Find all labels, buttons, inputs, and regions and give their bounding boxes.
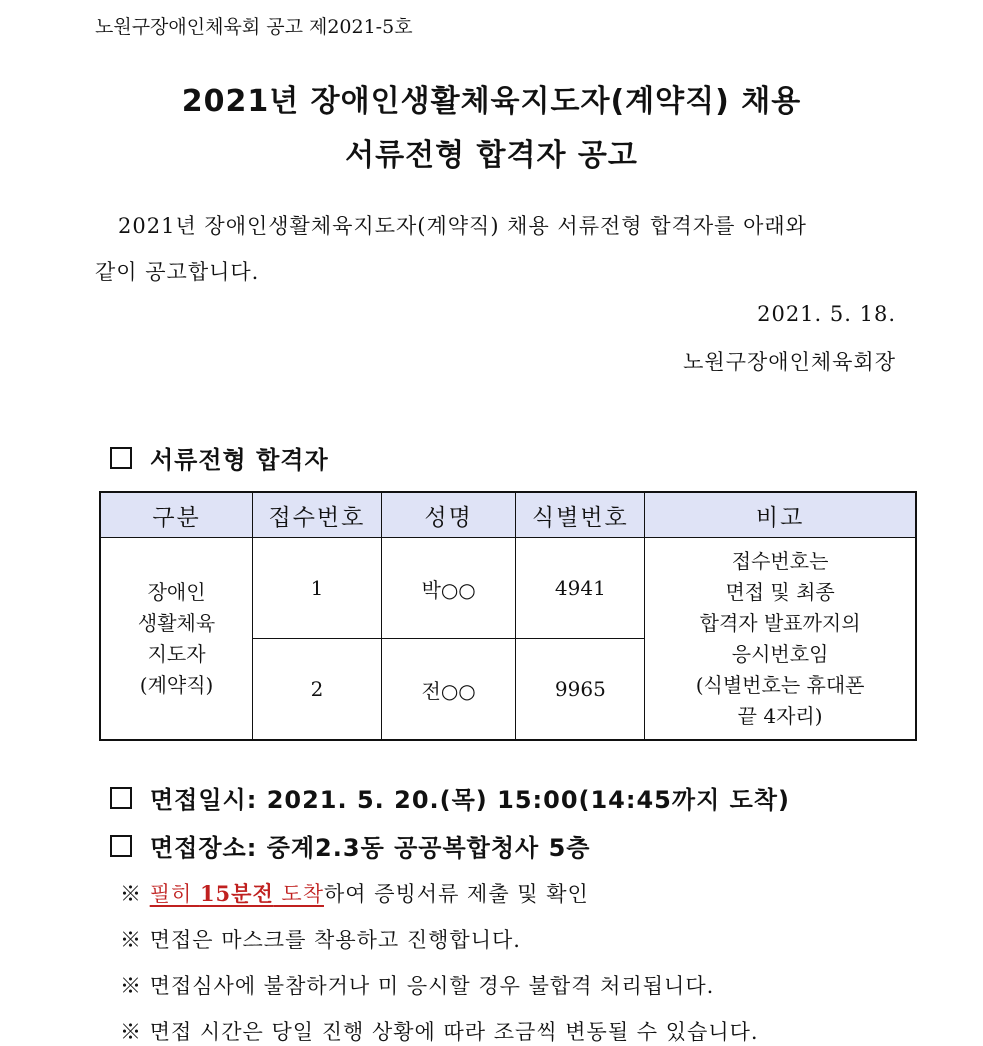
checkbox-square-icon (110, 787, 132, 809)
intro-line1: 2021년 장애인생활체육지도자(계약직) 채용 서류전형 합격자를 아래와 (118, 214, 807, 238)
note-arrival (120, 878, 589, 908)
notice-number: 노원구장애인체육회 공고 제2021-5호 (95, 16, 413, 38)
checkbox-square-icon (110, 447, 132, 469)
section-interview-date (110, 780, 790, 815)
passers-table (99, 491, 917, 741)
header-category: 구분 (100, 492, 253, 538)
receipt-no-cell: 1 (253, 538, 382, 639)
organization-name: 노원구장애인체육회장 (683, 350, 896, 374)
remark-line: 접수번호는 (731, 548, 829, 573)
category-line: (계약직) (139, 672, 214, 697)
note-mask-text: 면접은 마스크를 착용하고 진행합니다. (149, 928, 521, 952)
table-header-row (100, 492, 916, 538)
remark-line: 합격자 발표까지의 (699, 610, 861, 635)
id-no-cell: 4941 (516, 538, 645, 639)
page-title-line2: 서류전형 합격자 공고 (345, 138, 638, 173)
reference-mark-icon: ※ (120, 928, 142, 952)
category-line: 지도자 (147, 641, 206, 666)
name-cell: 박○○ (381, 538, 516, 639)
section-passers (110, 440, 329, 475)
section-passers-label: 서류전형 합격자 (150, 446, 329, 474)
reference-mark-icon: ※ (120, 1020, 142, 1044)
announcement-date: 2021. 5. 18. (757, 302, 896, 326)
receipt-no-cell: 2 (253, 639, 382, 741)
remarks-cell (645, 538, 916, 741)
intro-line2: 같이 공고합니다. (95, 260, 260, 284)
header-id-no: 식별번호 (516, 492, 645, 538)
note-arrival-rest: 하여 증빙서류 제출 및 확인 (323, 882, 589, 906)
remark-line: (식별번호는 휴대폰 (695, 672, 865, 697)
id-no-cell: 9965 (516, 639, 645, 741)
header-remarks: 비고 (645, 492, 916, 538)
interview-date-label: 면접일시: 2021. 5. 20.(목) 15:00(14:45까지 도착) (150, 786, 790, 814)
note-schedule-text: 면접 시간은 당일 진행 상황에 따라 조금씩 변동될 수 있습니다. (149, 1020, 759, 1044)
header-name: 성명 (381, 492, 516, 538)
note-absence-text: 면접심사에 불참하거나 미 응시할 경우 불합격 처리됩니다. (149, 974, 715, 998)
remark-line: 응시번호임 (731, 641, 829, 666)
category-line: 생활체육 (137, 610, 216, 635)
reference-mark-icon: ※ (120, 974, 142, 998)
category-cell (100, 538, 253, 741)
name-cell: 전○○ (381, 639, 516, 741)
note-schedule (120, 1016, 759, 1046)
section-interview-place (110, 828, 590, 863)
header-receipt-no: 접수번호 (253, 492, 382, 538)
remark-line: 면접 및 최종 (725, 579, 835, 604)
note-mask (120, 924, 521, 954)
checkbox-square-icon (110, 835, 132, 857)
reference-mark-icon: ※ (120, 882, 142, 906)
note-arrival-emphasis: 필히 15분전 도착 (149, 881, 324, 906)
table-row (100, 538, 916, 639)
interview-place-label: 면접장소: 중계2.3동 공공복합청사 5층 (150, 834, 591, 862)
note-absence (120, 970, 714, 1000)
page-title-line1: 2021년 장애인생활체육지도자(계약직) 채용 (181, 84, 802, 119)
remark-line: 끝 4자리) (737, 703, 823, 728)
category-line: 장애인 (147, 579, 206, 604)
